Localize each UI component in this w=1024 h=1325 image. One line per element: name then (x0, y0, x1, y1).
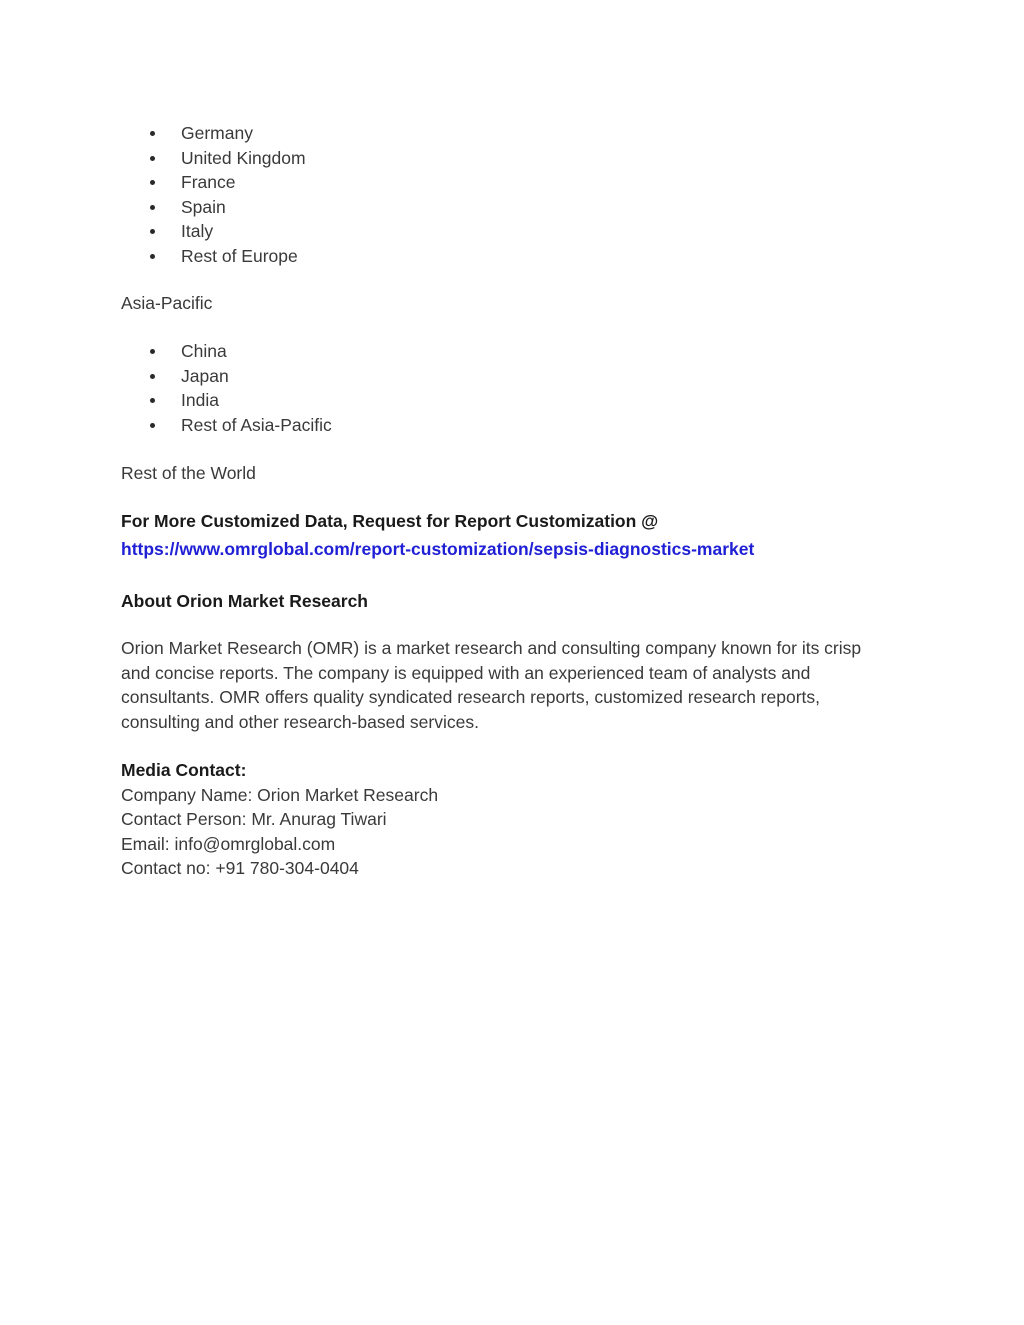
about-heading: About Orion Market Research (121, 591, 368, 611)
list-item-label: Italy (181, 221, 214, 241)
bullet-icon (150, 180, 155, 185)
bullet-icon (150, 374, 155, 379)
paragraph-line: consultants. OMR offers quality syndicated research reports, customized research reports, (121, 687, 821, 707)
list-item-label: China (181, 341, 227, 361)
customization-link[interactable]: https://www.omrglobal.com/report-customization/sepsis-diagnostics-market (121, 539, 755, 559)
paragraph-line: consulting and other research-based services. (121, 711, 479, 732)
bullet-icon (150, 254, 155, 259)
company-name: Company Name: Orion Market Research (121, 784, 439, 805)
bullet-icon (150, 156, 155, 161)
list-item-label: France (181, 172, 236, 192)
list-item-label: Germany (181, 123, 253, 143)
contact-phone: Contact no: +91 780-304-0404 (121, 858, 359, 878)
bullet-icon (150, 423, 155, 428)
asia-pacific-heading: Asia-Pacific (121, 293, 213, 313)
rest-of-world-heading: Rest of the World (121, 463, 256, 483)
bullet-icon (150, 229, 155, 234)
about-paragraph (121, 636, 901, 734)
contact-person: Contact Person: Mr. Anurag Tiwari (121, 809, 387, 829)
list-item-label: Spain (181, 196, 226, 217)
contact-email: Email: info@omrglobal.com (121, 833, 336, 854)
bullet-icon (150, 398, 155, 403)
bullet-icon (150, 349, 155, 354)
list-item-label: Rest of Asia-Pacific (181, 414, 332, 435)
list-item-label: Rest of Europe (181, 245, 298, 266)
media-contact-heading: Media Contact: (121, 760, 247, 780)
list-item-label: India (181, 390, 219, 410)
list-item-label: Japan (181, 366, 229, 386)
list-item-label: United Kingdom (181, 147, 306, 168)
customization-request-text: For More Customized Data, Request for Report Customization @ (121, 511, 659, 531)
bullet-icon (150, 205, 155, 210)
paragraph-line: and concise reports. The company is equipped with an experienced team of analysts and (121, 662, 811, 683)
paragraph-line: Orion Market Research (OMR) is a market research and consulting company known for its crisp (121, 638, 862, 658)
bullet-icon (150, 131, 155, 136)
